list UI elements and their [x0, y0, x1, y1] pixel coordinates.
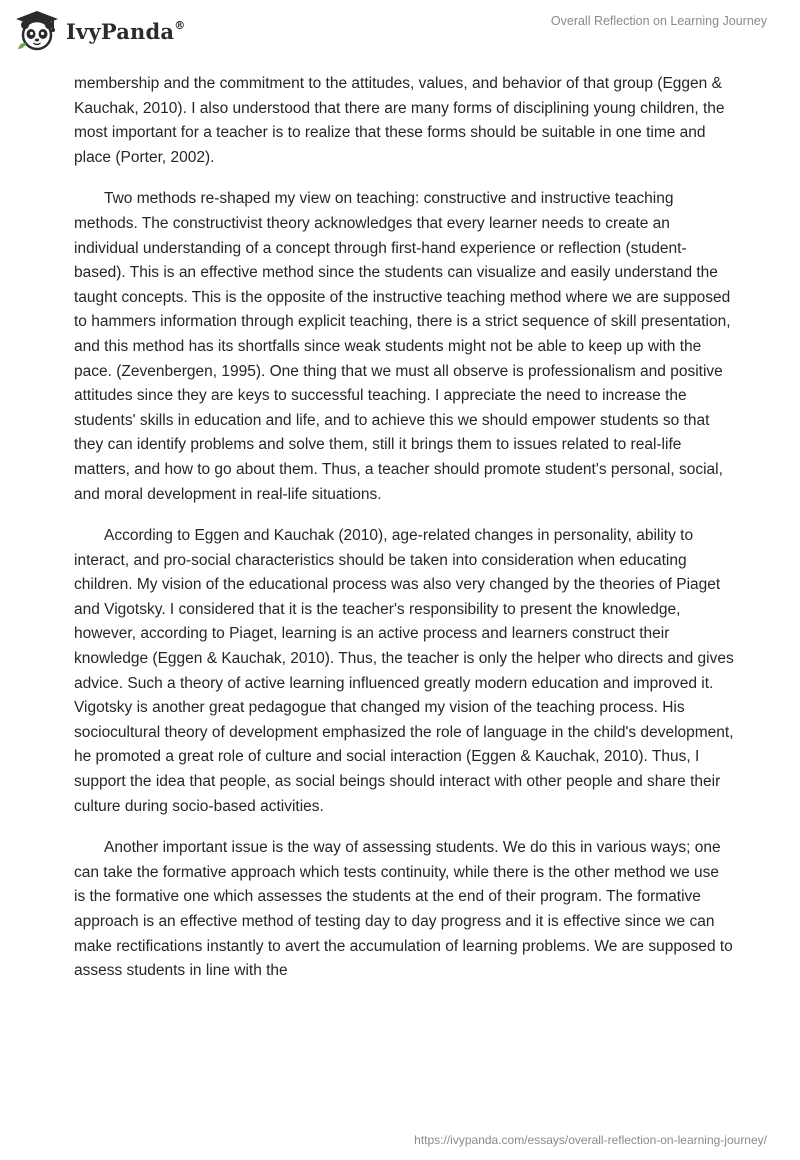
essay-body — [74, 72, 734, 1001]
page-header — [0, 0, 800, 60]
paragraph: Another important issue is the way of assessing students. We do this in various ways; one can take the formative approach which tests continuity, while there is the other method we use is the formative one which assesses the students at the end of their program. The formative approach is an effective method of testing day to day progress and it is effective since we can make rectifications instantly to avert the accumulation of learning problems. We are supposed to assess students in line with the — [74, 839, 733, 980]
paragraph: According to Eggen and Kauchak (2010), age-related changes in personality, ability to interact, and pro-social characteristics should be taken into consideration when educating children. My vision of the educational process was also very changed by the theories of Piaget and Vigotsky. I considered that it is the teacher's responsibility to present the knowledge, however, according to Piaget, learning is an active process and learners construct their knowledge (Eggen & Kauchak, 2010). Thus, the teacher is only the helper who directs and gives advice. Such a theory of active learning influenced greatly modern education and improved it. Vigotsky is another great pedagogue that changed my vision of the teaching process. His sociocultural theory of development emphasized the role of language in the child's development, he promoted a great role of culture and social interaction (Eggen & Kauchak, 2010). Thus, I support the idea that people, as social beings should interact with other people and share their culture during socio-based activities. — [74, 527, 734, 815]
ivypanda-logo[interactable] — [14, 8, 185, 54]
panda-graduation-cap-icon — [14, 9, 60, 53]
logo-wordmark: IvyPanda® — [66, 18, 186, 44]
paragraph: Two methods re-shaped my view on teaching: constructive and instructive teaching methods. The constructivist theory acknowledges that every learner needs to create an individual understanding of a concept through first-hand experience or reflection (student-based). This is an effective method since the students can visualize and easily understand the taught concepts. This is the opposite of the instructive teaching method where we are supposed to hammers information through explicit teaching, there is a strict sequence of skill presentation, and this method has its shortfalls since weak students might not be able to keep up with the pace. (Zevenbergen, 1995). One thing that we must all observe is professionalism and positive attitudes since they are keys to successful teaching. I appreciate the need to increase the students' skills in education and life, and to achieve this we should empower students so that they can identify problems and solve them, still it brings them to issues related to real-life matters, and how to go about them. Thus, a teacher should promote student's personal, social, and moral development in real-life situations. — [74, 190, 731, 503]
source-url-link[interactable]: https://ivypanda.com/essays/overall-reflection-on-learning-journey/ — [414, 1133, 767, 1147]
paragraph: membership and the commitment to the attitudes, values, and behavior of that group (Eggen & Kauchak, 2010). I also understood that there are many forms of disciplining young children, the most important for a teacher is to realize that these forms should be suitable in one time and place (Porter, 2002). — [74, 75, 725, 166]
document-title: Overall Reflection on Learning Journey — [550, 14, 767, 28]
